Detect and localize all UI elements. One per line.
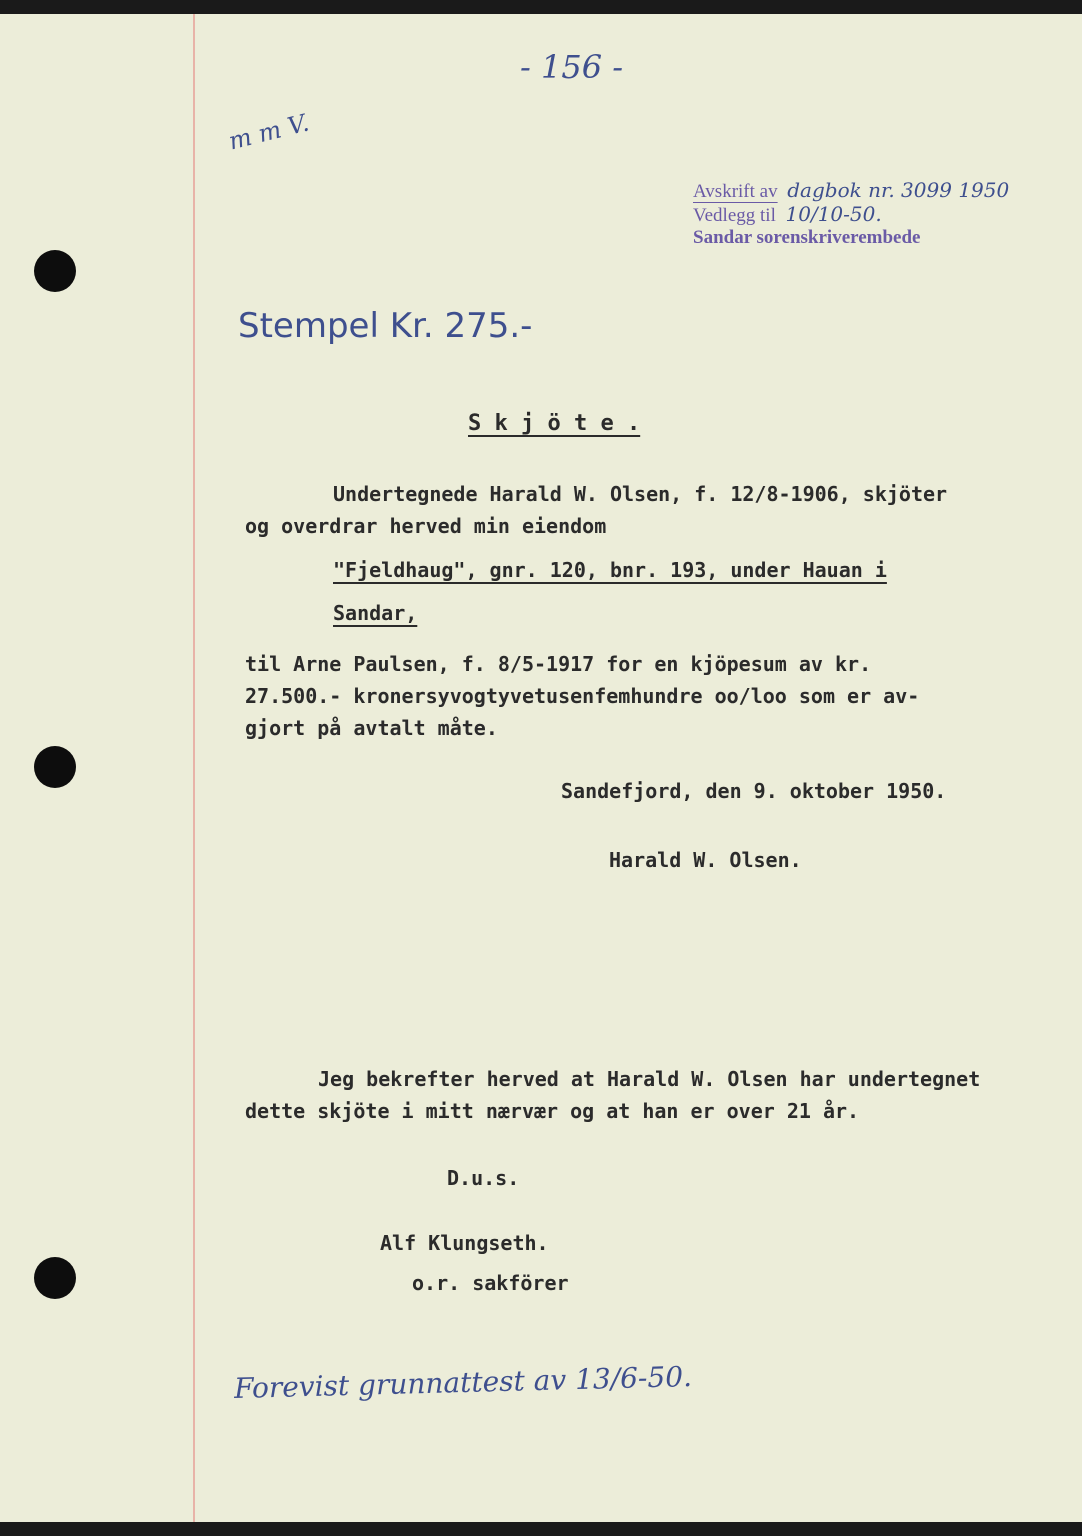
stamp-line1-printed: Avskrift av bbox=[693, 181, 778, 202]
punch-hole-icon bbox=[34, 746, 76, 788]
page-number: - 156 - bbox=[520, 48, 624, 86]
property-line2: Sandar, bbox=[333, 601, 418, 625]
stamp-line1-hand: dagbok nr. 3099 1950 bbox=[787, 178, 1010, 202]
body-p2-line3: gjort på avtalt måte. bbox=[245, 716, 498, 740]
margin-note: m m V. bbox=[225, 108, 312, 156]
document-page bbox=[0, 14, 1082, 1522]
witness-line2: dette skjöte i mitt nærvær og at han er over 21 år. bbox=[245, 1099, 860, 1123]
bottom-note: Forevist grunnattest av 13/6-50. bbox=[233, 1360, 693, 1405]
body-p1-line1: Undertegnede Harald W. Olsen, f. 12/8-1906, skjöter bbox=[333, 482, 948, 506]
place-date: Sandefjord, den 9. oktober 1950. bbox=[561, 779, 947, 803]
body-p2-line1: til Arne Paulsen, f. 8/5-1917 for en kjöpesum av kr. bbox=[245, 652, 872, 676]
stamp-line2-printed: Vedlegg til bbox=[693, 205, 776, 226]
document-title: S k j ö t e . bbox=[468, 411, 641, 436]
punch-hole-icon bbox=[34, 250, 76, 292]
stempel-note: Stempel Kr. 275.- bbox=[238, 306, 533, 346]
witness-title: o.r. sakförer bbox=[412, 1271, 569, 1295]
witness-line1: Jeg bekrefter herved at Harald W. Olsen har undertegnet bbox=[318, 1067, 981, 1091]
stamp-line2-hand: 10/10-50. bbox=[785, 202, 882, 226]
property-line1: "Fjeldhaug", gnr. 120, bnr. 193, under Hauan i bbox=[333, 558, 887, 582]
margin-line bbox=[193, 14, 195, 1522]
stamp-line3: Sandar sorenskriverembede bbox=[693, 227, 921, 248]
body-p1-line2: og overdrar herved min eiendom bbox=[245, 514, 607, 538]
punch-hole-icon bbox=[34, 1257, 76, 1299]
dus-text: D.u.s. bbox=[447, 1166, 520, 1190]
seller-signature: Harald W. Olsen. bbox=[609, 848, 802, 872]
witness-signature: Alf Klungseth. bbox=[380, 1231, 549, 1255]
body-p2-line2: 27.500.- kronersyvogtyvetusenfemhundre oo/loo som er av- bbox=[245, 684, 920, 708]
